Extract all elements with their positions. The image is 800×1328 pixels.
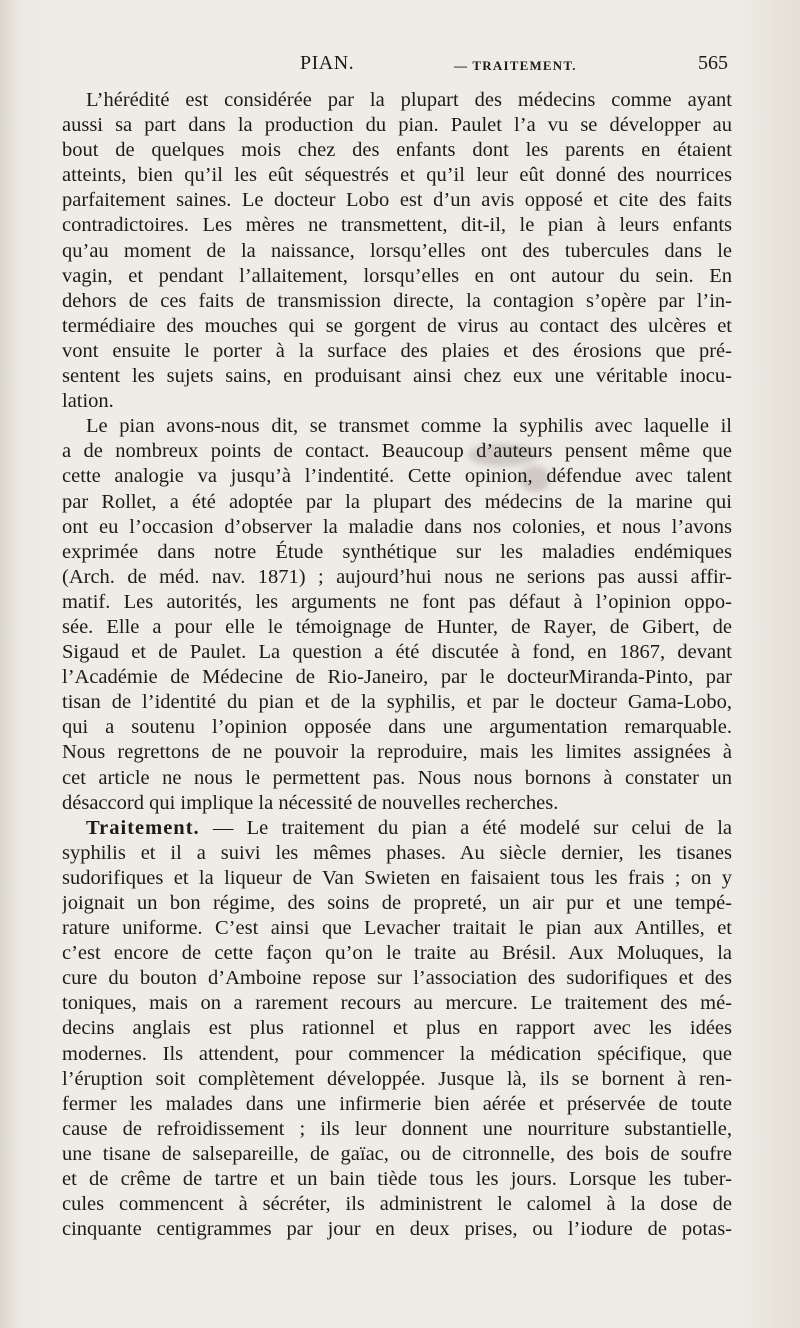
section-heading-traitement: Traitement. xyxy=(86,816,200,839)
text-line: aussi sa part dans la production du pian. Paulet l’a vu se développer au xyxy=(62,114,732,137)
text-line: a de nombreux points de contact. Beaucoup d’auteurs pensent même que xyxy=(62,440,732,463)
text-line: cure du bouton d’Amboine repose sur l’association des sudorifiques et des xyxy=(62,967,732,990)
text-line: dehors de ces faits de transmission directe, la contagion s’opère par l’in- xyxy=(62,289,732,312)
text-line: lation. xyxy=(62,390,114,413)
text-line: termédiaire des mouches qui se gorgent de virus au contact des ulcères et xyxy=(62,314,732,337)
text-line: fermer les malades dans une infirmerie bien aérée et préservée de toute xyxy=(62,1092,732,1115)
text-line: l’Académie de Médecine de Rio-Janeiro, par le docteurMiranda-Pinto, par xyxy=(62,666,732,689)
text-line: une tisane de salsepareille, de gaïac, ou de citronnelle, des bois de soufre xyxy=(62,1142,732,1165)
text-line: atteints, bien qu’il les eût séquestrés et qu’il leur eût donné des nourrices xyxy=(62,164,732,187)
text-line: decins anglais est plus rationnel et plus en rapport avec les idées xyxy=(62,1017,732,1040)
text-line: syphilis et il a suivi les mêmes phases. Au siècle dernier, les tisanes xyxy=(62,841,732,864)
text-line: qu’au moment de la naissance, lorsqu’elles ont des tubercules dans le xyxy=(62,239,732,262)
text-line: par Rollet, a été adoptée par la plupart des médecins de la marine qui xyxy=(62,490,732,513)
text-line: c’est encore de cette façon qu’on le traite au Brésil. Aux Moluques, la xyxy=(62,942,732,965)
text-line: cette analogie va jusqu’à l’indentité. Cette opinion, défendue avec talent xyxy=(62,465,732,488)
text-line: (Arch. de méd. nav. 1871) ; aujourd’hui nous ne serions pas aussi affir- xyxy=(62,565,732,588)
text-line: sudorifiques et la liqueur de Van Swieten en faisaient tous les frais ; on y xyxy=(62,866,732,889)
text-line: contradictoires. Les mères ne transmettent, dit-il, le pian à leurs enfants xyxy=(62,214,732,237)
text-line: l’éruption soit complètement développée. Jusque là, ils se bornent à ren- xyxy=(62,1067,732,1090)
text-line: désaccord qui implique la nécessité de nouvelles recherches. xyxy=(62,791,559,814)
text-line: qui a soutenu l’opinion opposée dans une argumentation remarquable. xyxy=(62,716,732,739)
text-line: modernes. Ils attendent, pour commencer la médication spécifique, que xyxy=(62,1042,732,1065)
text-line: parfaitement saines. Le docteur Lobo est d’un avis opposé et cite des faits xyxy=(62,189,732,212)
text-line: ont eu l’occasion d’observer la maladie dans nos colonies, et nous l’avons xyxy=(62,515,732,538)
text-line: vont ensuite le porter à la surface des plaies et des érosions que pré- xyxy=(62,339,732,362)
header-section: — TRAITEMENT. xyxy=(454,58,577,73)
text-line: L’hérédité est considérée par la plupart des médecins comme ayant xyxy=(86,89,732,111)
body-text xyxy=(62,88,732,1242)
text-line-traitement: Traitement. — Le traitement du pian a été modelé sur celui de la xyxy=(86,816,732,839)
text-line: vagin, et pendant l’allaitement, lorsqu’elles en ont autour du sein. En xyxy=(62,264,732,287)
text-line: toniques, mais on a rarement recours au mercure. Le traitement des mé- xyxy=(62,992,732,1015)
text-line: et de crême de tartre et un bain tiède tous les jours. Lorsque les tuber- xyxy=(62,1168,732,1191)
text-line: cet article ne nous le permettent pas. Nous nous bornons à constater un xyxy=(62,766,732,789)
header-title: PIAN. xyxy=(300,52,355,74)
text-line: cause de refroidissement ; ils leur donnent une nourriture substantielle, xyxy=(62,1117,732,1140)
text-line: cinquante centigrammes par jour en deux prises, ou l’iodure de potas- xyxy=(62,1218,732,1241)
text-line: bout de quelques mois chez des enfants dont les parents en étaient xyxy=(62,139,732,162)
text-line: rature uniforme. C’est ainsi que Levacher traitait le pian aux Antilles, et xyxy=(62,917,732,940)
text-line: matif. Les autorités, les arguments ne font pas défaut à l’opinion oppo- xyxy=(62,590,732,613)
text-line: tisan de l’identité du pian et de la syphilis, et par le docteur Gama-Lobo, xyxy=(62,691,732,714)
page-number: 565 xyxy=(698,52,728,74)
text-line: Sigaud et de Paulet. La question a été discutée à fond, en 1867, devant xyxy=(62,641,732,664)
text-line: Nous regrettons de ne pouvoir la reproduire, mais les limites assignées à xyxy=(62,741,732,764)
text-line: cules commencent à sécréter, ils administrent le calomel à la dose de xyxy=(62,1193,732,1216)
text-line: sentent les sujets sains, en produisant ainsi chez eux une véritable inocu- xyxy=(62,365,732,388)
text-line: sée. Elle a pour elle le témoignage de Hunter, de Rayer, de Gibert, de xyxy=(62,615,732,638)
text-line: joignait un bon régime, des soins de propreté, un air pur et une tempé- xyxy=(62,892,732,914)
text-line: Le pian avons-nous dit, se transmet comme la syphilis avec laquelle il xyxy=(86,415,732,438)
running-header xyxy=(62,52,732,80)
text-line: exprimée dans notre Étude synthétique sur les maladies endémiques xyxy=(62,540,732,563)
